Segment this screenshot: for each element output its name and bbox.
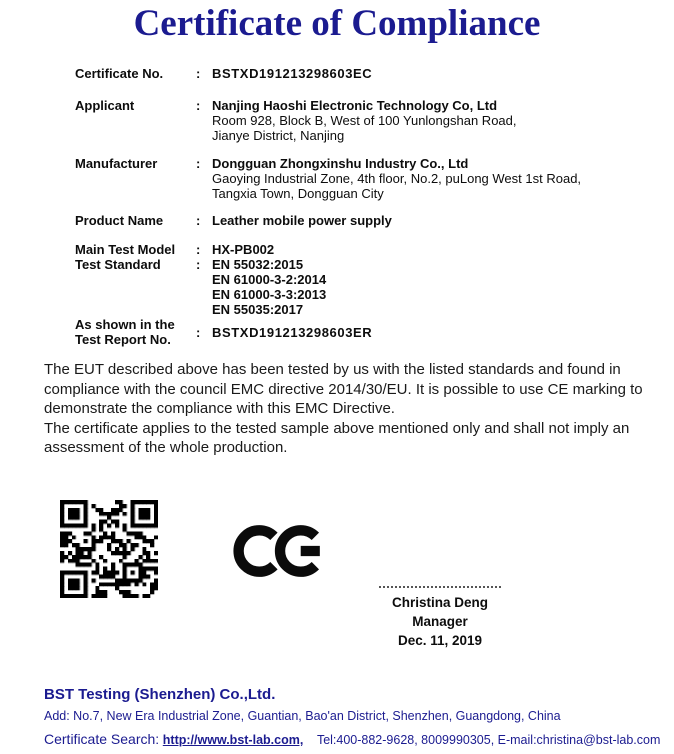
manufacturer-value xyxy=(212,156,581,201)
test-standard-label: Test Standard xyxy=(75,257,161,272)
info-row-applicant xyxy=(75,98,581,143)
test-standard-line: EN 61000-3-3:2013 xyxy=(212,287,327,302)
footer xyxy=(44,686,660,747)
applicant-company-name: Nanjing Haoshi Electronic Technology Co, Ltd xyxy=(212,98,498,113)
colon-separator: : xyxy=(196,98,201,113)
manufacturer-label: Manufacturer xyxy=(75,156,158,171)
info-row-main-test-model xyxy=(75,242,581,257)
certificate-search-url-link[interactable]: http://www.bst-lab.com, xyxy=(162,733,304,747)
signatory-title: Manager xyxy=(412,614,468,629)
applicant-address-line: Jianye District, Nanjing xyxy=(212,128,345,143)
info-row-product-name xyxy=(75,213,581,228)
test-standard-value xyxy=(212,257,326,317)
signature-block xyxy=(352,586,528,650)
info-row-test-report-no xyxy=(75,317,581,347)
colon-separator: : xyxy=(196,156,201,171)
info-row-certificate-no xyxy=(75,66,581,81)
certificate-title: Certificate of Compliance xyxy=(133,3,541,44)
ce-mark-icon xyxy=(233,520,327,582)
main-test-model-label: Main Test Model xyxy=(75,242,176,257)
colon-separator: : xyxy=(196,324,201,340)
compliance-statement xyxy=(44,360,652,458)
certificate-no-value: BSTXD191213298603EC xyxy=(212,66,373,81)
info-row-test-standard xyxy=(75,257,581,317)
test-standard-line: EN 55032:2015 xyxy=(212,257,304,272)
test-report-no-value: BSTXD191213298603ER xyxy=(212,324,373,340)
signature-date: Dec. 11, 2019 xyxy=(397,633,483,648)
signatory-name: Christina Deng xyxy=(391,595,488,610)
qr-code xyxy=(60,500,158,598)
test-report-no-label xyxy=(75,317,196,347)
product-name-label: Product Name xyxy=(75,213,164,228)
manufacturer-address-line: Gaoying Industrial Zone, 4th floor, No.2, puLong West 1st Road, xyxy=(212,171,582,186)
certificate-search-line xyxy=(44,731,660,747)
colon-separator: : xyxy=(196,242,201,257)
test-standard-line: EN 55035:2017 xyxy=(212,302,304,317)
test-report-label-line-1: As shown in the xyxy=(75,317,175,332)
colon-separator: : xyxy=(196,213,201,228)
statement-paragraph-1: The EUT described above has been tested by us with the listed standards and found in compliance with the council EMC directive 2014/30/EU. It is possible to use CE marking to demonstrate the compliance with this EMC Directive. xyxy=(44,361,643,417)
issuer-company-name: BST Testing (Shenzhen) Co.,Ltd. xyxy=(44,686,276,703)
certificate-search-label: Certificate Search: xyxy=(44,731,160,747)
statement-paragraph-2: The certificate applies to the tested sample above mentioned only and shall not imply an assessment of the whole production. xyxy=(44,419,630,456)
applicant-value xyxy=(212,98,517,143)
certificate-info xyxy=(75,66,581,347)
test-report-label-line-2: Test Report No. xyxy=(75,332,171,347)
main-test-model-value: HX-PB002 xyxy=(212,242,275,257)
manufacturer-address-line: Tangxia Town, Dongguan City xyxy=(212,186,384,201)
signature-dotted-line xyxy=(379,586,501,588)
applicant-address-line: Room 928, Block B, West of 100 Yunlongshan Road, xyxy=(212,113,517,128)
manufacturer-company-name: Dongguan Zhongxinshu Industry Co., Ltd xyxy=(212,156,469,171)
issuer-contact-info: Tel:400-882-9628, 8009990305, E-mail:christina@bst-lab.com xyxy=(316,733,661,747)
test-standard-line: EN 61000-3-2:2014 xyxy=(212,272,327,287)
applicant-label: Applicant xyxy=(75,98,135,113)
info-row-manufacturer xyxy=(75,156,581,201)
certificate-no-label: Certificate No. xyxy=(75,66,164,81)
colon-separator: : xyxy=(196,257,201,272)
colon-separator: : xyxy=(196,66,201,81)
product-name-value: Leather mobile power supply xyxy=(212,213,392,228)
issuer-address: Add: No.7, New Era Industrial Zone, Guantian, Bao'an District, Shenzhen, Guangdong, China xyxy=(44,709,561,723)
